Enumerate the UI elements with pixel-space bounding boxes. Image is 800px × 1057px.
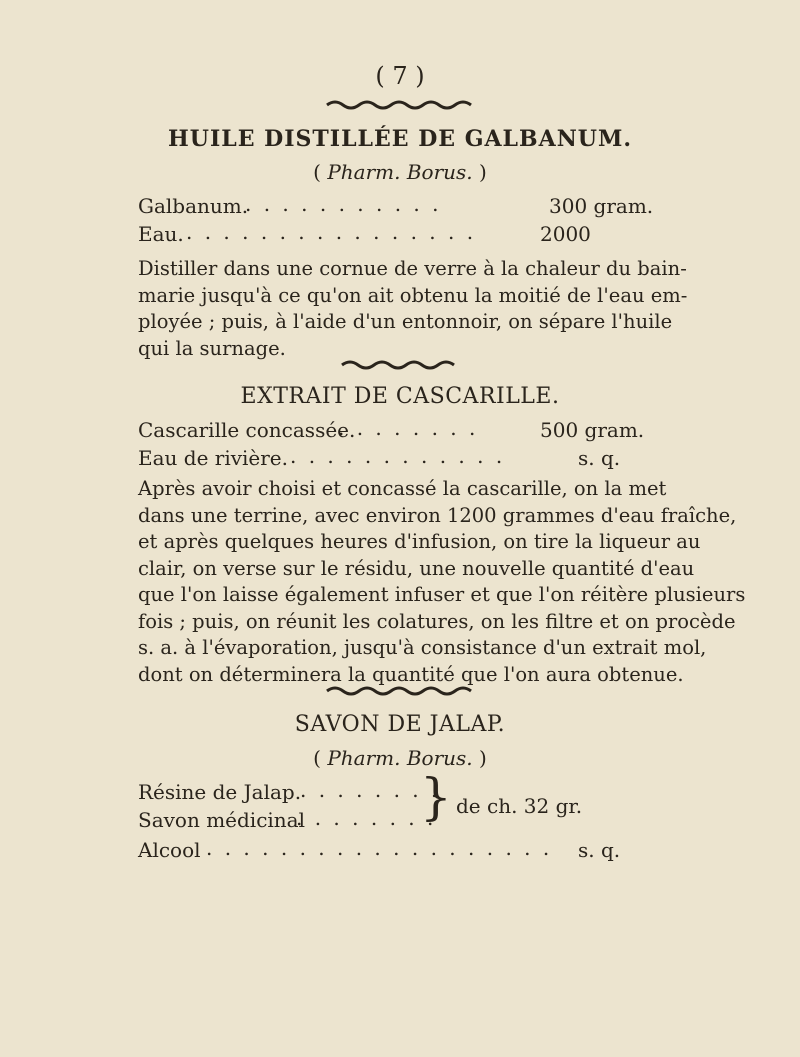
leader-dots: . . . . . . . . . . . . . . . .	[186, 220, 477, 244]
text-line: s. a. à l'évaporation, jusqu'à consistance d'un extrait mol,	[138, 636, 707, 659]
leader-dots: . . . . . . . . . . . .	[290, 444, 506, 468]
text-line: qui la surnage.	[138, 336, 286, 360]
text-line: dont on déterminera la quantité que l'on aura obtenue.	[138, 662, 684, 686]
leader-dots: . . . . . . . . . . .	[245, 192, 442, 216]
instructions-galbanum	[138, 256, 688, 362]
text-line: marie jusqu'à ce qu'on ait obtenu la moitié de l'eau em-	[138, 283, 688, 307]
section-source-jalap: ( Pharm. Borus. )	[313, 746, 487, 770]
ingredient-quantity: 300 gram.	[549, 194, 654, 218]
text-line: que l'on laisse également infuser et que l'on réitère plusieurs	[138, 583, 746, 606]
ornamental-rule-2	[0, 356, 800, 375]
leader-dots: . . . . . . . .	[338, 416, 479, 440]
brace-quantity: de ch. 32 gr.	[456, 794, 583, 818]
source-text: Pharm. Borus.	[327, 160, 473, 184]
ingredient-quantity: s. q.	[578, 446, 621, 470]
ingredient-name: Eau.	[138, 222, 184, 246]
section-title-cascarille: EXTRAIT DE CASCARILLE.	[240, 384, 560, 409]
leader-dots: . . . . . . . . . . . . . . . . . . .	[206, 836, 553, 860]
brace-icon: }	[420, 768, 452, 826]
ingredient-name: Alcool	[138, 838, 201, 862]
section-title-galbanum: HUILE DISTILLÉE DE GALBANUM.	[167, 126, 632, 152]
section-title-jalap: SAVON DE JALAP.	[294, 712, 506, 737]
text-line: ployée ; puis, à l'aide d'un entonnoir, on sépare l'huile	[138, 310, 673, 333]
ingredient-name: Résine de Jalap.	[138, 780, 302, 804]
leader-dots: . . . . . . . .	[300, 778, 441, 802]
ingredient-name: Galbanum.	[138, 194, 249, 218]
leader-dots: . . . . . . . .	[296, 806, 437, 830]
text-line: et après quelques heures d'infusion, on tire la liqueur au	[138, 530, 701, 553]
ornamental-rule-3	[0, 682, 800, 701]
ingredient-quantity: 2000	[540, 222, 591, 246]
ingredient-name: Cascarille concassée.	[138, 418, 356, 442]
text-line: Distiller dans une cornue de verre à la chaleur du bain-	[138, 257, 687, 280]
text-line: fois ; puis, on réunit les colatures, on les filtre et on procède	[138, 609, 736, 633]
text-line: Après avoir choisi et concassé la cascarille, on la met	[138, 477, 667, 500]
text-line: clair, on verse sur le résidu, une nouvelle quantité d'eau	[138, 556, 695, 580]
page-number: ( 7 )	[375, 62, 425, 90]
wavy-rule-icon	[325, 99, 475, 111]
wavy-rule-icon	[340, 359, 460, 371]
wavy-rule-icon	[325, 685, 475, 697]
ingredient-quantity: s. q.	[578, 838, 621, 862]
section-source-galbanum: ( Pharm. Borus. )	[313, 160, 487, 184]
ornamental-rule-1	[0, 96, 800, 115]
ingredient-name: Eau de rivière.	[138, 446, 288, 470]
instructions-cascarille	[138, 476, 746, 688]
source-text: Pharm. Borus.	[327, 746, 473, 770]
ingredient-quantity: 500 gram.	[540, 418, 645, 442]
ingredient-name: Savon médicinal	[138, 808, 306, 832]
text-line: dans une terrine, avec environ 1200 grammes d'eau fraîche,	[138, 503, 737, 527]
